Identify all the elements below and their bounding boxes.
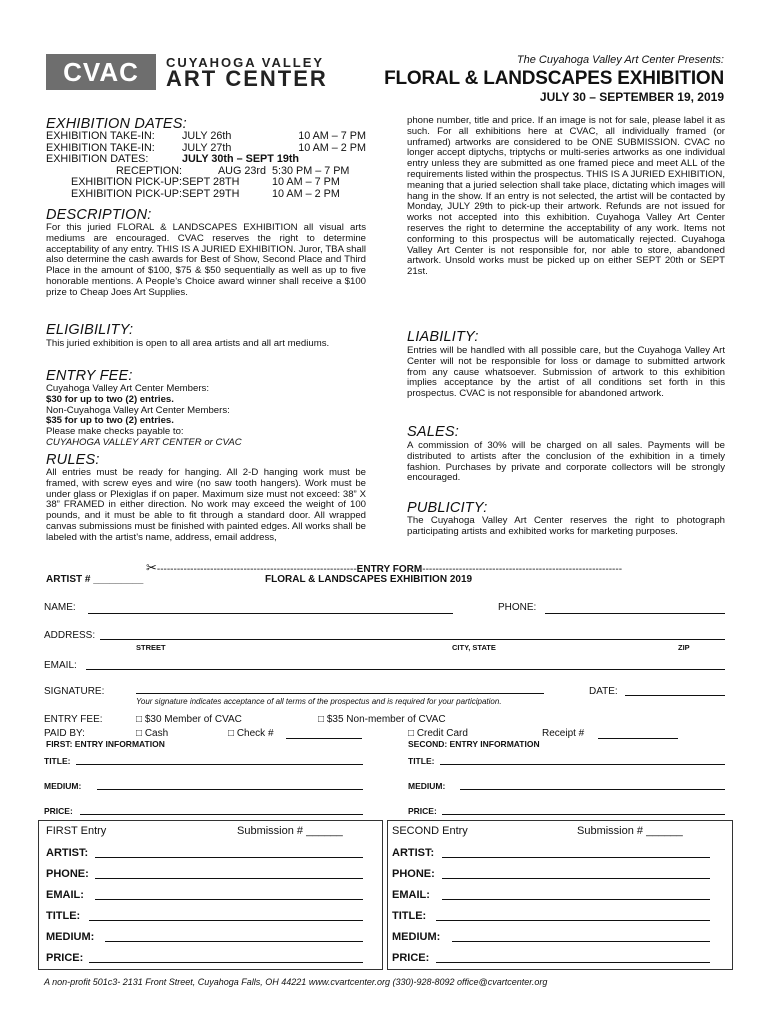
logo-text-line2: ART CENTER (166, 66, 328, 91)
cvac-logo-mark: CVAC (46, 54, 156, 90)
date-value: JULY 30th – SEPT 19th (182, 153, 300, 165)
second-price-label: PRICE: (408, 806, 437, 816)
second-phone-label: PHONE: (392, 868, 435, 880)
liability-heading: LIABILITY: (407, 329, 479, 345)
date-value: AUG 23rd (217, 164, 266, 177)
first-price-box-field[interactable] (89, 950, 363, 963)
date-label: RECEPTION: (116, 164, 182, 177)
first-phone-label: PHONE: (46, 868, 89, 880)
name-field[interactable] (88, 602, 453, 614)
date-value: JULY 26th (182, 130, 232, 142)
liability-text: Entries will be handled with all possible care, but the Cuyahoga Valley Art Center will not be responsible for loss or damage to submitted artwork from any cause whatsoever. Submission of artwork to this exhibition implies acceptance by the artist of all conditions set forth in this prospectus. CVAC is not responsible for abandoned artwork. (407, 345, 725, 400)
first-phone-field[interactable] (95, 866, 363, 879)
date-field[interactable] (625, 684, 725, 696)
date-label: EXHIBITION DATES: (46, 153, 149, 165)
phone-field[interactable] (545, 602, 725, 614)
entry-fee-text (46, 384, 366, 449)
check-checkbox[interactable]: □ Check # (228, 728, 274, 739)
first-artist-field[interactable] (95, 845, 363, 858)
exhibition-dates-heading: EXHIBITION DATES: (46, 116, 187, 132)
time-value: 10 AM – 7 PM (298, 130, 366, 142)
address-field[interactable] (100, 628, 725, 640)
fee-line: $30 for up to two (2) entries. (46, 393, 174, 405)
date-value: SEPT 28TH (182, 176, 240, 188)
fee-line: $35 for up to two (2) entries. (46, 415, 174, 427)
first-entry-info-label: FIRST: ENTRY INFORMATION (46, 739, 165, 749)
second-title-box-label: TITLE: (392, 910, 427, 922)
first-entry-heading: FIRST Entry (46, 825, 107, 837)
eligibility-text: This juried exhibition is open to all area artists and all art mediums. (46, 338, 330, 349)
second-email-field[interactable] (442, 887, 710, 900)
city-state-label: CITY, STATE (452, 643, 496, 652)
first-price-label: PRICE: (44, 806, 73, 816)
second-price-box-field[interactable] (436, 950, 710, 963)
first-medium-field[interactable] (97, 779, 363, 790)
date-label: EXHIBITION TAKE-IN: (46, 130, 155, 142)
date-value: SEPT 29TH (182, 187, 240, 200)
entry-form-cut-line: ✂------------------------------------------------------------ENTRY FORM------------------------------------------------------------ (145, 560, 623, 575)
entry-fee-label: ENTRY FEE: (44, 714, 103, 725)
phone-label: PHONE: (498, 602, 537, 613)
second-medium-label: MEDIUM: (408, 781, 446, 791)
signature-note: Your signature indicates acceptance of all terms of the prospectus and is required for your participation. (136, 697, 502, 706)
second-entry-box (387, 820, 733, 970)
second-title-label: TITLE: (408, 756, 435, 766)
second-medium-field[interactable] (460, 779, 725, 790)
second-medium-box-field[interactable] (452, 929, 710, 942)
description-heading: DESCRIPTION: (46, 207, 152, 223)
publicity-text: The Cuyahoga Valley Art Center reserves the right to photograph participating artists and exhibited works for marketing purposes. (407, 515, 725, 537)
rules-heading: RULES: (46, 452, 100, 468)
second-price-box-label: PRICE: (392, 952, 430, 964)
first-medium-label: MEDIUM: (44, 781, 82, 791)
fee-member-checkbox[interactable]: □ $30 Member of CVAC (136, 714, 242, 725)
first-title-box-field[interactable] (89, 908, 363, 921)
email-label: EMAIL: (44, 660, 77, 671)
second-email-label: EMAIL: (392, 889, 430, 901)
zip-label: ZIP (678, 643, 690, 652)
cash-checkbox[interactable]: □ Cash (136, 728, 169, 739)
time-value: 10 AM – 7 PM (272, 176, 340, 188)
second-artist-label: ARTIST: (392, 847, 435, 859)
credit-card-checkbox[interactable]: □ Credit Card (408, 728, 468, 739)
fee-nonmember-checkbox[interactable]: □ $35 Non-member of CVAC (318, 714, 446, 725)
signature-field[interactable] (136, 682, 544, 694)
time-value: 10 AM – 2 PM (298, 141, 366, 154)
first-title-box-label: TITLE: (46, 910, 81, 922)
address-label: ADDRESS: (44, 630, 96, 641)
date-label: EXHIBITION PICK-UP: (71, 187, 182, 200)
sales-text: A commission of 30% will be charged on all sales. Payments will be distributed to artists after the conclusion of the exhibition in a timely fashion. Purchases by private and corporate collectors will be strongly encouraged. (407, 440, 725, 484)
first-title-field[interactable] (76, 754, 363, 765)
first-medium-box-label: MEDIUM: (46, 931, 95, 943)
time-value: 5:30 PM – 7 PM (272, 164, 350, 177)
second-submission-number: Submission # ______ (577, 825, 683, 837)
second-artist-field[interactable] (442, 845, 710, 858)
form-title: FLORAL & LANDSCAPES EXHIBITION 2019 (265, 574, 473, 585)
name-label: NAME: (44, 602, 76, 613)
footer-contact: A non-profit 501c3- 2131 Front Street, Cuyahoga Falls, OH 44221 www.cvartcenter.org (330)-928-8092 office@cvartcenter.org (44, 977, 548, 987)
second-price-field[interactable] (442, 804, 725, 815)
second-title-field[interactable] (440, 754, 725, 765)
street-label: STREET (136, 643, 166, 652)
second-title-box-field[interactable] (436, 908, 710, 921)
sales-heading: SALES: (407, 424, 459, 440)
first-title-label: TITLE: (44, 756, 71, 766)
email-field[interactable] (86, 658, 725, 670)
receipt-label: Receipt # (542, 728, 585, 739)
fee-line: Please make checks payable to: (46, 426, 184, 438)
check-number-field[interactable] (286, 728, 362, 739)
date-label: DATE: (589, 686, 618, 697)
date-label: EXHIBITION TAKE-IN: (46, 141, 155, 154)
fee-line: CUYAHOGA VALLEY ART CENTER or CVAC (46, 436, 242, 448)
scissors-icon: ✂ (145, 560, 157, 575)
date-label: EXHIBITION PICK-UP: (71, 176, 182, 188)
receipt-field[interactable] (598, 728, 678, 739)
rules-continued-text: phone number, title and price. If an image is not for sale, please label it as such. For all exhibitions here at CVAC, all individually framed (or unframed) artworks are considered to be ONE SUBMISSION. CVAC no longer accept diptychs, triptychs or multi-series artworks as one individual entry unless they are submitted as one framed piece and meet ALL of the requirements listed within the prospectus. THIS IS A JURIED EXHIBITION, meaning that a juried selection shall take place, dictating which images will hang in the show. If an entry is not selected, the artist will be contacted by Monday, JULY 29th to pick-up their artwork. Refunds are not issued for works not accepted into this exhibition. Cuyahoga Valley Art Center reserves the right to determine the acceptability of any work. Items not conforming to this prospectus will be automatically rejected. Cuyahoga Valley Art Center is not responsible for, nor able to store, abandoned artwork. Unsold works must be picked up on either SEPT 20th or SEPT 21st. (407, 115, 725, 278)
publicity-heading: PUBLICITY: (407, 500, 488, 516)
first-entry-box (38, 820, 383, 970)
eligibility-heading: ELIGIBILITY: (46, 322, 134, 338)
second-phone-field[interactable] (442, 866, 710, 879)
rules-text: All entries must be ready for hanging. All 2-D hanging work must be framed, with screw eyes and wire (no saw tooth hangers). Work must be under glass or Plexiglas if on paper. Maximum size must not exceed: 38” X 38” FRAMED in either direction. No work may exceed the weight of 100 pounds, and it must be able to fit through a standard door. All wrapped canvas submissions must be finished with painted edges. All works shall be labeled with the artist’s name, address, email address, (46, 467, 366, 543)
first-email-field[interactable] (95, 887, 363, 900)
second-entry-heading: SECOND Entry (392, 825, 468, 837)
entry-form-label: ENTRY FORM (356, 564, 423, 575)
first-price-box-label: PRICE: (46, 952, 84, 964)
first-price-field[interactable] (80, 804, 363, 815)
second-medium-box-label: MEDIUM: (392, 931, 441, 943)
time-value: 10 AM – 2 PM (272, 187, 340, 200)
exhibition-date-range: JULY 30 – SEPTEMBER 19, 2019 (539, 90, 724, 104)
signature-label: SIGNATURE: (44, 686, 105, 697)
first-submission-number: Submission # ______ (237, 825, 343, 837)
paid-by-label: PAID BY: (44, 728, 85, 739)
fee-line: Non-Cuyahoga Valley Art Center Members: (46, 404, 230, 416)
logo-text-line1: CUYAHOGA VALLEY (166, 55, 325, 70)
artist-number: ARTIST # _________ (46, 574, 144, 585)
second-entry-info-label: SECOND: ENTRY INFORMATION (408, 739, 540, 749)
exhibition-dates-table (46, 131, 366, 200)
fee-line: Cuyahoga Valley Art Center Members: (46, 383, 209, 394)
entry-fee-heading: ENTRY FEE: (46, 368, 133, 384)
presents-text: The Cuyahoga Valley Art Center Presents: (516, 54, 724, 66)
exhibition-title: FLORAL & LANDSCAPES EXHIBITION (384, 68, 724, 89)
date-value: JULY 27th (182, 141, 232, 154)
description-text: For this juried FLORAL & LANDSCAPES EXHIBITION all visual arts mediums are encouraged. CVAC reserves the right to determine acceptability of any entry. THIS IS A JURIED EXHIBITION. Juror, TBA shall also determine the cash awards for Best of Show, Second Place and Third Place in the amount of $100, $75 & $50 sequentially as well as up to five honorable mentions. A People’s Choice award winner shall receive a $100 prize to Cheap Joes Art Supplies. (46, 222, 366, 298)
first-artist-label: ARTIST: (46, 847, 89, 859)
first-medium-box-field[interactable] (105, 929, 363, 942)
first-email-label: EMAIL: (46, 889, 84, 901)
